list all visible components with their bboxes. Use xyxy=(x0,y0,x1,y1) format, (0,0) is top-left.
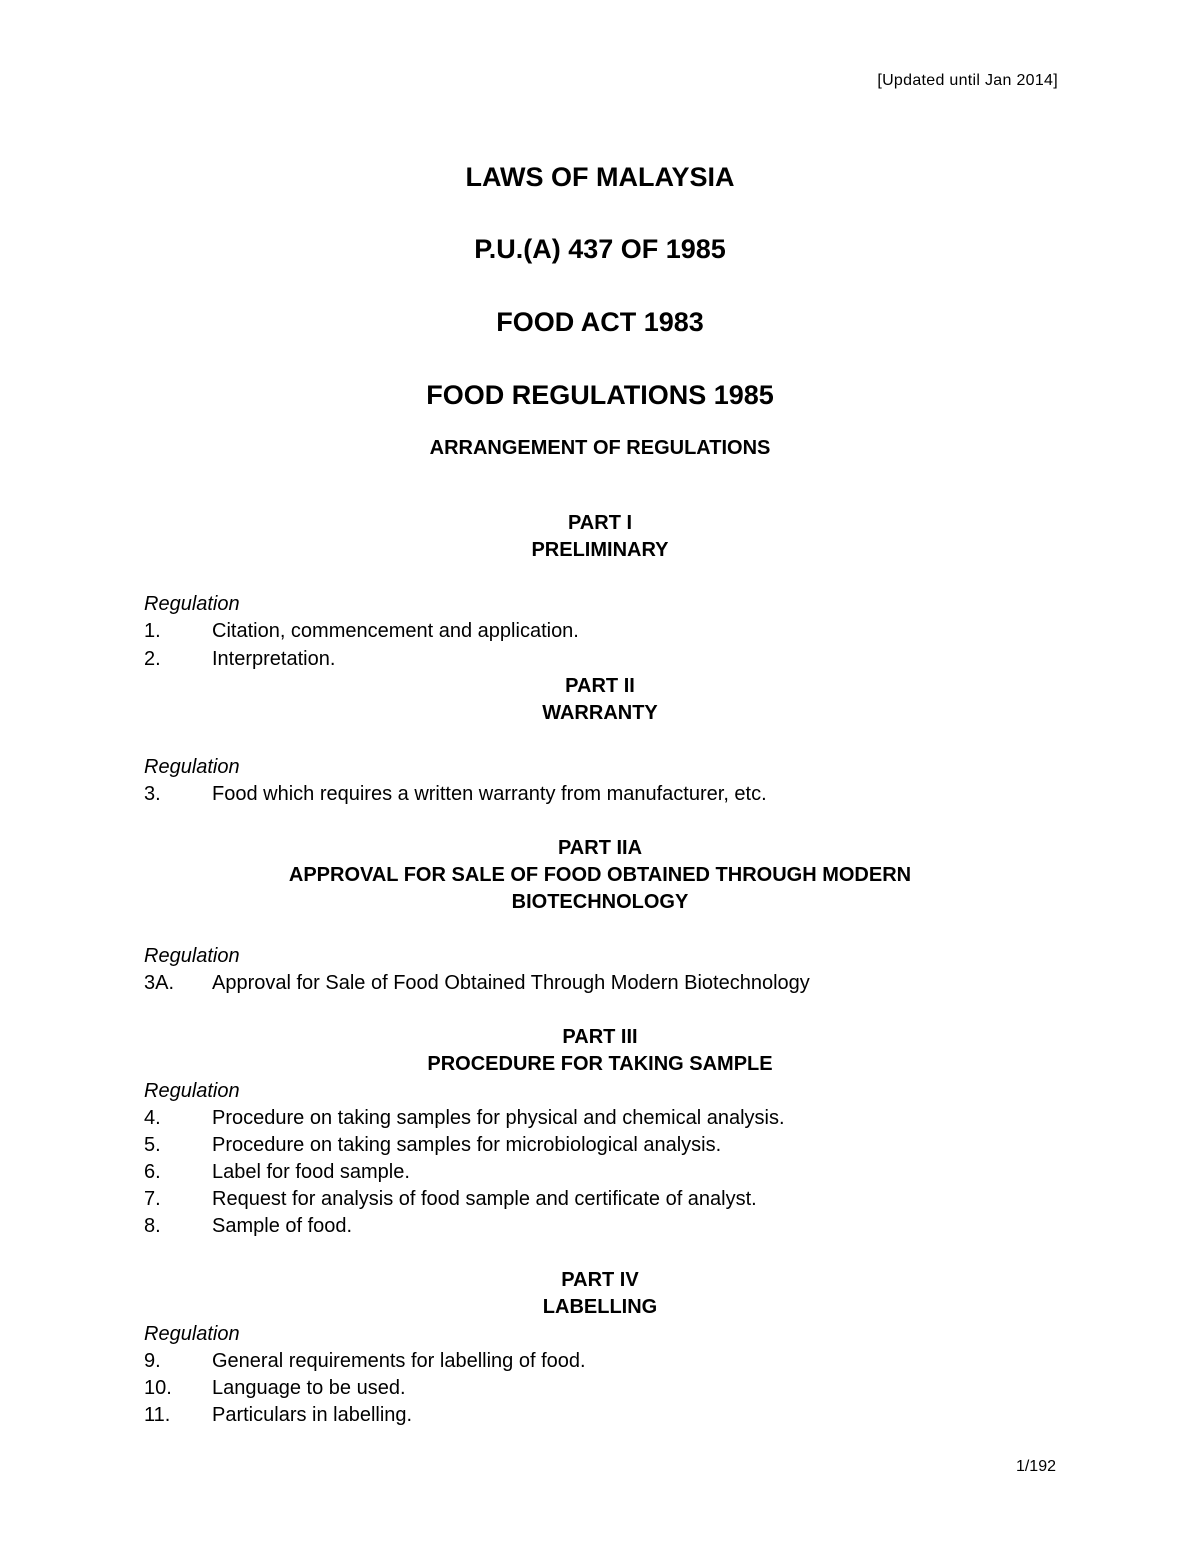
arrangement-heading: ARRANGEMENT OF REGULATIONS xyxy=(429,437,771,459)
list-item xyxy=(144,1107,785,1130)
item-number: 8. xyxy=(144,1215,161,1237)
part-title: WARRANTY xyxy=(542,702,658,724)
item-number: 3. xyxy=(144,783,161,805)
item-number: 11. xyxy=(144,1404,171,1426)
part-title: APPROVAL FOR SALE OF FOOD OBTAINED THROUGH MODERN xyxy=(288,864,912,886)
list-item xyxy=(144,1161,410,1184)
list-item xyxy=(144,620,579,643)
list-item xyxy=(144,1377,406,1400)
item-text: Sample of food. xyxy=(212,1215,353,1237)
item-number: 5. xyxy=(144,1134,161,1156)
list-item xyxy=(144,648,335,671)
list-item xyxy=(144,1350,586,1373)
item-text: General requirements for labelling of food. xyxy=(212,1350,586,1372)
regulation-label: Regulation xyxy=(144,593,240,615)
item-number: 9. xyxy=(144,1350,161,1372)
item-number: 3A. xyxy=(144,972,175,994)
item-text: Particulars in labelling. xyxy=(212,1404,413,1426)
item-text: Language to be used. xyxy=(212,1377,406,1399)
item-number: 1. xyxy=(144,620,161,642)
part-heading: PART IIA xyxy=(557,837,643,859)
pua-title: P.U.(A) 437 OF 1985 xyxy=(474,234,726,264)
item-text: Procedure on taking samples for physical and chemical analysis. xyxy=(212,1107,785,1129)
part-heading: PART II xyxy=(565,675,635,697)
page-number: 1/192 xyxy=(1015,1458,1056,1475)
regulation-label: Regulation xyxy=(144,756,240,778)
regulations-title: FOOD REGULATIONS 1985 xyxy=(426,380,774,410)
list-item xyxy=(144,1404,412,1427)
part-title: PRELIMINARY xyxy=(531,539,669,561)
item-number: 2. xyxy=(144,648,161,670)
laws-title: LAWS OF MALAYSIA xyxy=(465,162,735,192)
part-title: PROCEDURE FOR TAKING SAMPLE xyxy=(427,1053,773,1075)
regulation-label: Regulation xyxy=(144,945,240,967)
item-text: Food which requires a written warranty from manufacturer, etc. xyxy=(212,783,767,805)
part-heading: PART III xyxy=(562,1026,638,1048)
item-number: 10. xyxy=(144,1377,172,1399)
part-title: LABELLING xyxy=(542,1296,658,1318)
item-text: Request for analysis of food sample and certificate of analyst. xyxy=(212,1188,757,1210)
item-text: Procedure on taking samples for microbiological analysis. xyxy=(212,1134,722,1156)
item-text: Approval for Sale of Food Obtained Through Modern Biotechnology xyxy=(212,972,810,994)
part-heading: PART IV xyxy=(561,1269,639,1291)
item-number: 6. xyxy=(144,1161,161,1183)
regulation-label: Regulation xyxy=(144,1323,240,1345)
item-text: Label for food sample. xyxy=(212,1161,410,1183)
act-title: FOOD ACT 1983 xyxy=(496,307,704,337)
list-item xyxy=(144,1188,757,1211)
list-item xyxy=(144,1134,721,1157)
list-item xyxy=(144,1215,352,1238)
list-item xyxy=(144,783,767,806)
part-heading: PART I xyxy=(567,512,633,534)
item-number: 4. xyxy=(144,1107,161,1129)
part-title-continued: BIOTECHNOLOGY xyxy=(511,891,689,913)
item-text: Interpretation. xyxy=(212,648,336,670)
update-note: [Updated until Jan 2014] xyxy=(877,72,1058,89)
list-item xyxy=(144,972,810,995)
item-number: 7. xyxy=(144,1188,161,1210)
regulation-label: Regulation xyxy=(144,1080,240,1102)
item-text: Citation, commencement and application. xyxy=(212,620,579,642)
